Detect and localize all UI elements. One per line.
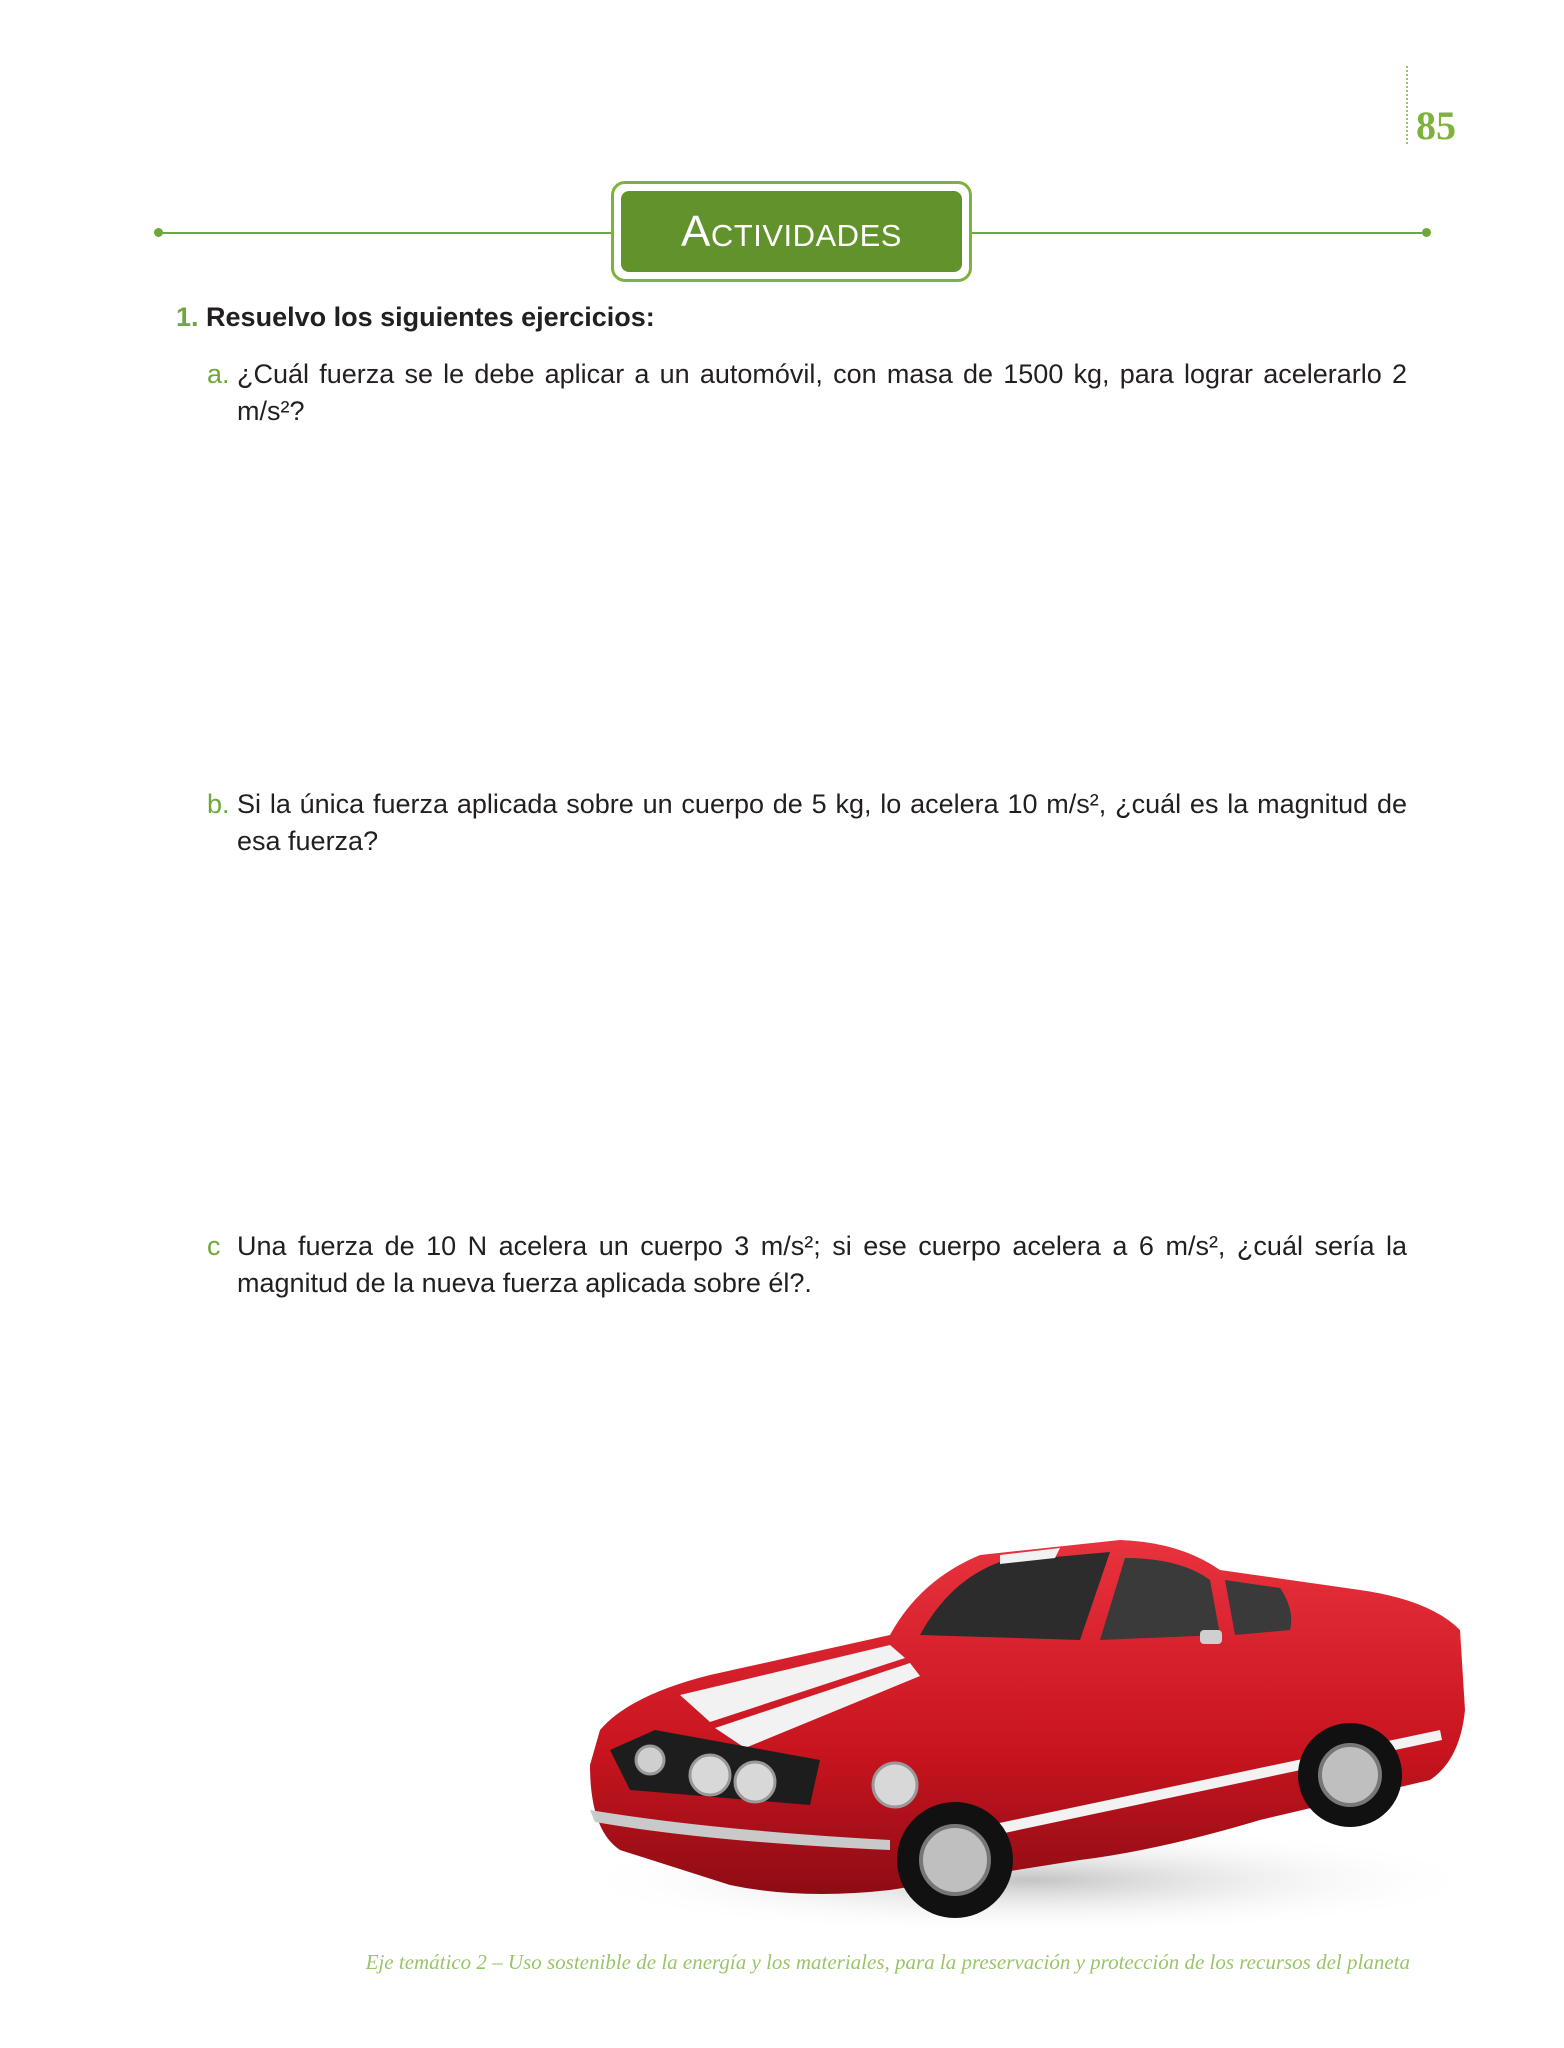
car-headlight <box>873 1763 917 1807</box>
header-rule-dot-left <box>154 228 163 237</box>
car-mirror <box>1200 1630 1222 1644</box>
car-headlight <box>636 1746 664 1774</box>
car-windshield <box>920 1552 1110 1640</box>
footer-caption: Eje temático 2 – Uso sostenible de la energía y los materiales, para la preservación y protección de los recursos del planeta <box>365 1950 1410 1974</box>
car-headlight <box>690 1755 730 1795</box>
exercise-letter: c <box>207 1231 221 1261</box>
exercise-letter: a. <box>207 359 230 389</box>
exercise-letter: b. <box>207 789 230 819</box>
header-rule-left <box>158 232 613 234</box>
exercise-b <box>207 786 1407 860</box>
section-badge <box>621 191 962 272</box>
car-wheel-rim <box>921 1826 989 1894</box>
exercise-c <box>207 1228 1407 1302</box>
car-headlight <box>735 1762 775 1802</box>
question-heading <box>176 302 655 333</box>
header-rule-dot-right <box>1422 228 1431 237</box>
exercise-a <box>207 356 1407 430</box>
red-sports-car-illustration <box>560 1430 1480 1930</box>
exercise-text: Una fuerza de 10 N acelera un cuerpo 3 m/s²; si ese cuerpo acelera a 6 m/s², ¿cuál sería la magnitud de la nueva fuerza aplicada sobre él?. <box>237 1231 1407 1298</box>
section-title: Actividades <box>681 206 902 256</box>
page-number-divider <box>1406 66 1408 144</box>
question-title: Resuelvo los siguientes ejercicios: <box>206 302 655 332</box>
header-rule-right <box>970 232 1426 234</box>
exercise-text: ¿Cuál fuerza se le debe aplicar a un automóvil, con masa de 1500 kg, para lograr acelerarlo 2 m/s²? <box>237 359 1407 426</box>
question-number: 1. <box>176 302 199 332</box>
page-number: 85 <box>1416 103 1456 148</box>
exercise-text: Si la única fuerza aplicada sobre un cuerpo de 5 kg, lo acelera 10 m/s², ¿cuál es la magnitud de esa fuerza? <box>237 789 1407 856</box>
car-wheel-rim <box>1320 1745 1380 1805</box>
